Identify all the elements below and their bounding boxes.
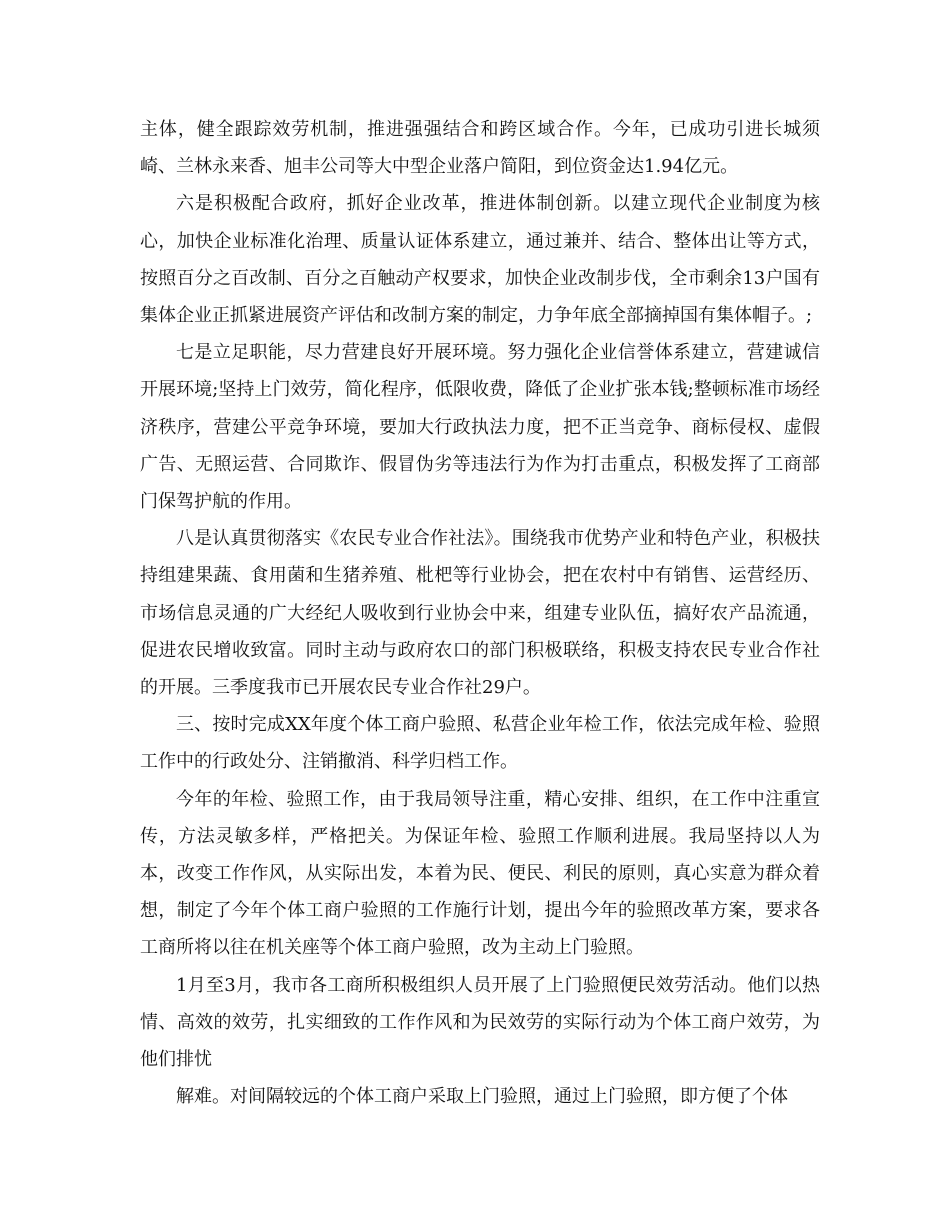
paragraph-1: 主体，健全跟踪效劳机制，推进强强结合和跨区域合作。今年，已成功引进长城须崎、兰林永来香、旭丰公司等大中型企业落户简阳，到位资金达1.94亿元。 xyxy=(140,119,820,178)
paragraph-4: 八是认真贯彻落实《农民专业合作社法》。围绕我市优势产业和特色产业，积极扶持组建果蔬、食用菌和生猪养殖、枇杷等行业协会，把在农村中有销售、运营经历、市场信息灵通的广大经纪人吸收到行业协会中来，组建专业队伍，搞好农产品流通，促进农民增收致富。同时主动与政府农口的部门积极联络，积极支持农民专业合作社的开展。三季度我市已开展农民专业合作社29户。 xyxy=(140,528,820,699)
paragraph-8: 解难。对间隔较远的个体工商户采取上门验照，通过上门验照，即方便了个体 xyxy=(176,1086,788,1108)
paragraph-2: 六是积极配合政府，抓好企业改革，推进体制创新。以建立现代企业制度为核心，加快企业标准化治理、质量认证体系建立，通过兼并、结合、整体出让等方式，按照百分之百改制、百分之百触动产权要求，加快企业改制步伐，全市剩余13户国有集体企业正抓紧进展资产评估和改制方案的制定，力争年底全部摘掉国有集体帽子。; xyxy=(140,193,820,327)
paragraph-5: 三、按时完成XX年度个体工商户验照、私营企业年检工作，依法完成年检、验照工作中的行政处分、注销撤消、科学归档工作。 xyxy=(140,714,820,773)
paragraph-6: 今年的年检、验照工作，由于我局领导注重，精心安排、组织，在工作中注重宣传，方法灵敏多样，严格把关。为保证年检、验照工作顺利进展。我局坚持以人为本，改变工作作风，从实际出发，本着为民、便民、利民的原则，真心实意为群众着想，制定了今年个体工商户验照的工作施行计划，提出今年的验照改革方案，要求各工商所将以往在机关座等个体工商户验照，改为主动上门验照。 xyxy=(140,788,820,959)
document-page xyxy=(140,111,820,1115)
paragraph-7: 1月至3月，我市各工商所积极组织人员开展了上门验照便民效劳活动。他们以热情、高效的效劳，扎实细致的工作作风和为民效劳的实际行动为个体工商户效劳，为他们排忧 xyxy=(140,974,820,1071)
paragraph-3: 七是立足职能，尽力营建良好开展环境。努力强化企业信誉体系建立，营建诚信开展环境;坚持上门效劳，简化程序，低限收费，降低了企业扩张本钱;整顿标准市场经济秩序，营建公平竞争环境，要加大行政执法力度，把不正当竞争、商标侵权、虚假广告、无照运营、合同欺诈、假冒伪劣等违法行为作为打击重点，积极发挥了工商部门保驾护航的作用。 xyxy=(140,342,820,513)
